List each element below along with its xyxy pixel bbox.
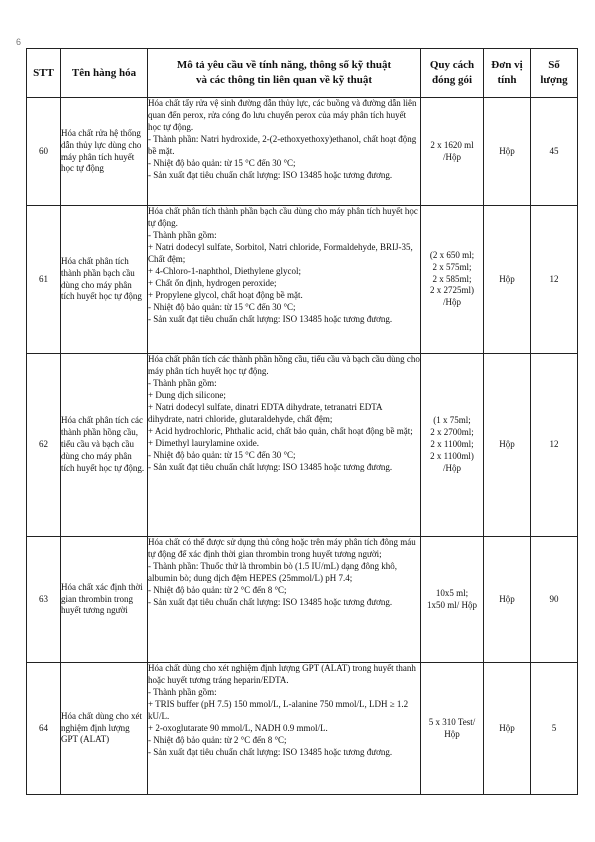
description-line: + Acid hydrochloric, Phthalic acid, chất bảo quản, chất hoạt động bề mặt;: [148, 425, 413, 436]
description-line: + 2-oxoglutarate 90 mmol/L, NADH 0.9 mmol/L.: [148, 722, 328, 733]
row-description: [148, 98, 421, 206]
header-quantity-line1: Số: [548, 59, 560, 72]
packaging-line: /Hộp: [443, 462, 461, 473]
row-unit: Hộp: [484, 354, 531, 537]
table-row: [27, 537, 578, 663]
description-line: + Dimethyl laurylamine oxide.: [148, 437, 260, 448]
header-description-line2: và các thông tin liên quan về kỹ thuật: [195, 74, 373, 86]
description-line: - Sản xuất đạt tiêu chuẩn chất lượng: ISO 13485 hoặc tương đương.: [148, 313, 393, 324]
description-line: - Thành phần gồm:: [148, 377, 217, 388]
row-stt: 64: [27, 663, 61, 795]
packaging-line: /Hộp: [443, 297, 461, 308]
row-unit: Hộp: [484, 206, 531, 354]
header-description-line1: Mô tả yêu cầu về tính năng, thông số kỹ thuật: [176, 59, 392, 72]
row-unit: Hộp: [484, 537, 531, 663]
row-packaging: [421, 98, 484, 206]
packaging-line: Hộp: [444, 728, 460, 739]
header-stt: STT: [27, 49, 61, 98]
description-line: - Nhiệt độ bảo quản: từ 15 °C đến 30 °C;: [148, 157, 296, 168]
description-line: + Natri dodecyl sulfate, Sorbitol, Natri chloride, Formaldehyde, BRIJ-35, Chất đệm;: [148, 241, 413, 264]
header-unit: [484, 49, 531, 98]
header-name: Tên hàng hóa: [61, 49, 148, 98]
description-line: - Nhiệt độ bảo quản: từ 15 °C đến 30 °C;: [148, 301, 296, 312]
description-line: + TRIS buffer (pH 7.5) 150 mmol/L, L-alanine 750 mmol/L, LDH ≥ 1.2 kU/L.: [148, 698, 409, 721]
header-packaging-line1: Quy cách: [429, 59, 475, 72]
description-line: - Nhiệt độ bảo quản: từ 15 °C đến 30 °C;: [148, 449, 296, 460]
packaging-line: 2 x 1100ml): [430, 450, 474, 461]
description-line: + 4-Chloro-1-naphthol, Diethylene glycol;: [148, 265, 302, 276]
row-unit: Hộp: [484, 663, 531, 795]
packaging-line: 2 x 575ml;: [432, 261, 472, 272]
description-line: - Sản xuất đạt tiêu chuẩn chất lượng: ISO 13485 hoặc tương đương.: [148, 169, 393, 180]
row-product-name: Hóa chất phân tích các thành phần hồng cầu, tiểu cầu và bạch cầu dùng cho máy phân tích huyết học tự động.: [61, 354, 148, 537]
description-line: - Nhiệt độ bảo quản: từ 2 °C đến 8 °C;: [148, 734, 287, 745]
description-line: - Nhiệt độ bảo quản: từ 2 °C đến 8 °C;: [148, 584, 287, 595]
header-description: [148, 49, 421, 98]
packaging-line: /Hộp: [443, 151, 461, 162]
row-stt: 62: [27, 354, 61, 537]
description-line: Hóa chất tẩy rửa vệ sinh đường dẫn thủy lực, các buồng và đường dẫn liên quan đến perox, rửa cóng đo lưu chuyển perox của máy phân tích huyết học tự động.: [148, 98, 417, 132]
packaging-line: 10x5 ml;: [435, 587, 469, 598]
row-packaging: [421, 663, 484, 795]
description-line: Hóa chất phân tích thành phần bạch cầu dùng cho máy phân tích huyết học tự động.: [148, 206, 418, 228]
row-description: [148, 537, 421, 663]
table-row: [27, 98, 578, 206]
description-line: - Thành phần: Thuốc thử là thrombin bò (1.5 IU/mL) dạng đông khô, albumin bò; dung dịch đệm HEPES (25mmol/L) pH 7.4;: [148, 560, 398, 583]
packaging-line: 1x50 ml/ Hộp: [426, 599, 477, 610]
row-description: [148, 206, 421, 354]
table-row: [27, 354, 578, 537]
table-header-row: [27, 49, 578, 98]
header-quantity: [531, 49, 578, 98]
description-line: Hóa chất phân tích các thành phần hồng cầu, tiểu cầu và bạch cầu dùng cho máy phân tích huyết học tự động.: [148, 354, 420, 376]
description-line: Hóa chất dùng cho xét nghiệm định lượng GPT (ALAT) trong huyết thanh hoặc huyết tương tráng heparin/EDTA.: [148, 663, 416, 685]
packaging-line: 2 x 2700ml;: [430, 427, 474, 438]
description-line: - Sản xuất đạt tiêu chuẩn chất lượng: ISO 13485 hoặc tương đương.: [148, 746, 393, 757]
row-stt: 60: [27, 98, 61, 206]
row-description: [148, 663, 421, 795]
row-quantity: 12: [531, 206, 578, 354]
description-line: + Propylene glycol, chất hoạt động bề mặt.: [148, 289, 303, 300]
row-quantity: 45: [531, 98, 578, 206]
header-packaging-line2: đóng gói: [431, 74, 473, 86]
row-packaging: [421, 206, 484, 354]
specification-table: [26, 48, 578, 795]
header-unit-line2: tính: [497, 74, 517, 86]
table-row: [27, 206, 578, 354]
packaging-line: 5 x 310 Test/: [428, 716, 476, 727]
row-packaging: [421, 354, 484, 537]
row-stt: 61: [27, 206, 61, 354]
row-unit: Hộp: [484, 98, 531, 206]
description-line: - Thành phần gồm:: [148, 686, 217, 697]
header-unit-line1: Đơn vị: [491, 59, 523, 72]
description-line: - Sản xuất đạt tiêu chuẩn chất lượng: ISO 13485 hoặc tương đương.: [148, 596, 393, 607]
packaging-line: 2 x 585ml;: [432, 273, 472, 284]
row-stt: 63: [27, 537, 61, 663]
row-product-name: Hóa chất phân tích thành phần bạch cầu dùng cho máy phân tích huyết học tự động: [61, 206, 148, 354]
description-line: + Natri dodecyl sulfate, dinatri EDTA dihydrate, tetranatri EDTA dihydrate, natri chloride, glutaraldehyde, chất đệm;: [148, 401, 383, 424]
packaging-line: 2 x 1100ml;: [430, 439, 474, 450]
header-packaging: [421, 49, 484, 98]
row-product-name: Hóa chất dùng cho xét nghiệm định lượng GPT (ALAT): [61, 663, 148, 795]
packaging-line: 2 x 2725ml): [430, 285, 474, 296]
table-row: [27, 663, 578, 795]
header-quantity-line2: lượng: [540, 74, 568, 86]
description-line: + Dung dịch silicone;: [148, 389, 226, 400]
description-line: - Thành phần gồm:: [148, 229, 217, 240]
row-product-name: Hóa chất xác định thời gian thrombin trong huyết tương người: [61, 537, 148, 663]
row-packaging: [421, 537, 484, 663]
description-line: + Chất ổn định, hydrogen peroxide;: [148, 277, 277, 288]
description-line: Hóa chất có thể được sử dụng thủ công hoặc trên máy phân tích đông máu tự động để xác định thời gian thrombin trong huyết tương người;: [148, 537, 416, 559]
row-product-name: Hóa chất rửa hệ thống dẫn thủy lực dùng cho máy phân tích huyết học tự động: [61, 98, 148, 206]
packaging-line: (2 x 650 ml;: [429, 249, 475, 260]
row-description: [148, 354, 421, 537]
description-line: - Thành phần: Natri hydroxide, 2-(2-ethoxyethoxy)ethanol, chất hoạt động bề mặt.: [148, 133, 417, 156]
row-quantity: 5: [531, 663, 578, 795]
description-line: - Sản xuất đạt tiêu chuẩn chất lượng: ISO 13485 hoặc tương đương.: [148, 461, 393, 472]
packaging-line: (1 x 75ml;: [433, 415, 471, 426]
row-quantity: 90: [531, 537, 578, 663]
page-mark: 6: [16, 37, 22, 47]
row-quantity: 12: [531, 354, 578, 537]
packaging-line: 2 x 1620 ml: [430, 139, 474, 150]
